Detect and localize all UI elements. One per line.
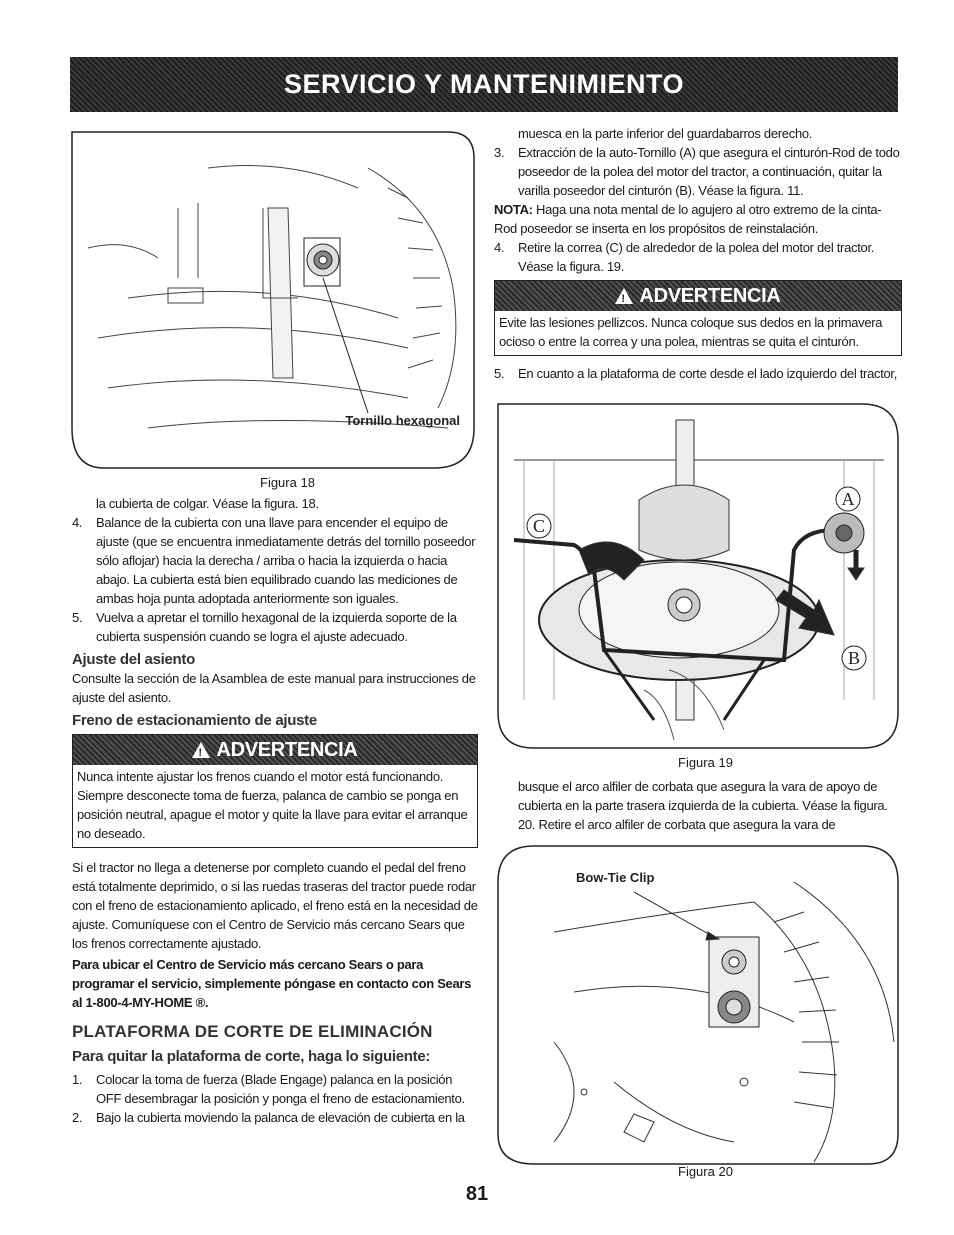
warning-triangle-icon [192, 742, 210, 758]
figure-18-illustration [68, 128, 478, 472]
list-item [72, 1108, 478, 1127]
figure-19-label-c: C [532, 516, 546, 536]
list-number: 5. [72, 610, 83, 625]
figure-20-caption: Figura 20 [678, 1164, 733, 1179]
right-column [494, 124, 902, 383]
figure-19-label-a: A [841, 489, 855, 509]
warning-box [72, 734, 478, 848]
figure-18-label: Tornillo hexagonal [345, 413, 460, 428]
list-text: En cuanto a la plataforma de corte desde el lado izquierdo del tractor, [518, 366, 898, 381]
warning-text: Evite las lesiones pellizcos. Nunca coloque sus dedos en la primavera ocioso o entre la correa y una polea, mientras se quita el cinturón. [499, 315, 883, 349]
list-number: 5. [494, 366, 505, 381]
section-title: SERVICIO Y MANTENIMIENTO [283, 69, 685, 99]
paragraph: Si el tractor no llega a detenerse por completo cuando el pedal del freno está totalmente deprimido, o si las ruedas traseras del tractor puede rodar con el freno de estacionamiento aplicado, el freno está en la necesidad de ajuste. Comuníquese con el Centro de Servicio más cercano Sears que los frenos correctamente ajustado. [72, 860, 478, 951]
figure-18-caption: Figura 18 [260, 475, 315, 490]
paragraph: muesca en la parte inferior del guardabarros derecho. [518, 126, 813, 141]
list-text: Vuelva a apretar el tornillo hexagonal de la izquierda soporte de la cubierta suspensión cuando se logra el ajuste adecuado. [96, 610, 457, 644]
warning-header [73, 735, 477, 765]
figure-19-illustration [494, 400, 902, 752]
list-number: 2. [72, 1110, 83, 1125]
left-column [72, 494, 478, 1127]
right-column-lower [494, 777, 902, 834]
paragraph: Consulte la sección de la Asamblea de este manual para instrucciones de ajuste del asiento. [72, 671, 476, 705]
paragraph: la cubierta de colgar. Véase la figura. 18. [96, 496, 319, 511]
list-number: 3. [494, 145, 505, 160]
note-label: NOTA: [494, 202, 533, 217]
paragraph: busque el arco alfiler de corbata que asegura la vara de apoyo de cubierta en la parte trasera izquierda de la cubierta. Véase la figura. 20. Retire el arco alfiler de corbata que asegura la vara de [518, 779, 888, 832]
list-item [72, 608, 478, 646]
warning-text: Nunca intente ajustar los frenos cuando el motor está funcionando. Siempre desconecte toma de fuerza, palanca de cambio se ponga en posición neutral, apague el motor y quite la llave para evitar el arranque no deseado. [77, 769, 468, 841]
list-text: Balance de la cubierta con una llave para encender el equipo de ajuste (que se encuentra inmediatamente detrás del tornillo poseedor sólo aflojar) hacia la derecha / arriba o hacia la izquierda o hacia abajo. La cubierta está bien equilibrado cuando las mediciones de ambas hoja punta adoptada anteriormente son iguales. [96, 515, 476, 606]
brake-heading: Freno de estacionamiento de ajuste [72, 712, 317, 729]
list-item [72, 513, 478, 608]
list-text: Colocar la toma de fuerza (Blade Engage) palanca en la posición OFF desembragar la posición y ponga el freno de estacionamiento. [96, 1072, 465, 1106]
warning-box [494, 280, 902, 356]
warning-title: ADVERTENCIA [639, 284, 781, 307]
list-number: 4. [72, 515, 83, 530]
sears-contact-text: Para ubicar el Centro de Servicio más cercano Sears o para programar el servicio, simplemente póngase en contacto con Sears al 1-800-4-MY-HOME ®. [72, 957, 472, 1010]
figure-19-caption: Figura 19 [678, 755, 733, 770]
figure-20-illustration [494, 842, 902, 1186]
list-item [494, 238, 902, 276]
seat-heading: Ajuste del asiento [72, 651, 195, 668]
list-number: 4. [494, 240, 505, 255]
list-item [494, 143, 902, 200]
list-text: Retire la correa (C) de alrededor de la polea del motor del tractor. Véase la figura. 19. [518, 240, 875, 274]
list-item [494, 364, 902, 383]
warning-title: ADVERTENCIA [216, 738, 358, 761]
warning-triangle-icon [615, 288, 633, 304]
list-text: Bajo la cubierta moviendo la palanca de elevación de cubierta en la [96, 1110, 465, 1125]
list-item [72, 1070, 478, 1108]
note-paragraph [494, 200, 902, 238]
section-heading: PLATAFORMA DE CORTE DE ELIMINACIÓN [72, 1022, 433, 1041]
section-banner [70, 57, 898, 112]
note-text: Haga una nota mental de lo agujero al otro extremo de la cinta-Rod poseedor se inserta en los propósitos de reinstalación. [494, 202, 882, 236]
warning-header [495, 281, 901, 311]
list-text: Extracción de la auto-Tornillo (A) que asegura el cinturón-Rod de todo poseedor de la polea del motor del tractor, a continuación, quitar la varilla poseedor del cinturón (B). Véase la figura. 11. [518, 145, 900, 198]
sub-heading: Para quitar la plataforma de corte, haga lo siguiente: [72, 1048, 431, 1065]
page-number: 81 [465, 1183, 489, 1205]
figure-19-label-b: B [847, 648, 861, 668]
list-number: 1. [72, 1072, 83, 1087]
figure-20-label: Bow-Tie Clip [576, 870, 655, 885]
